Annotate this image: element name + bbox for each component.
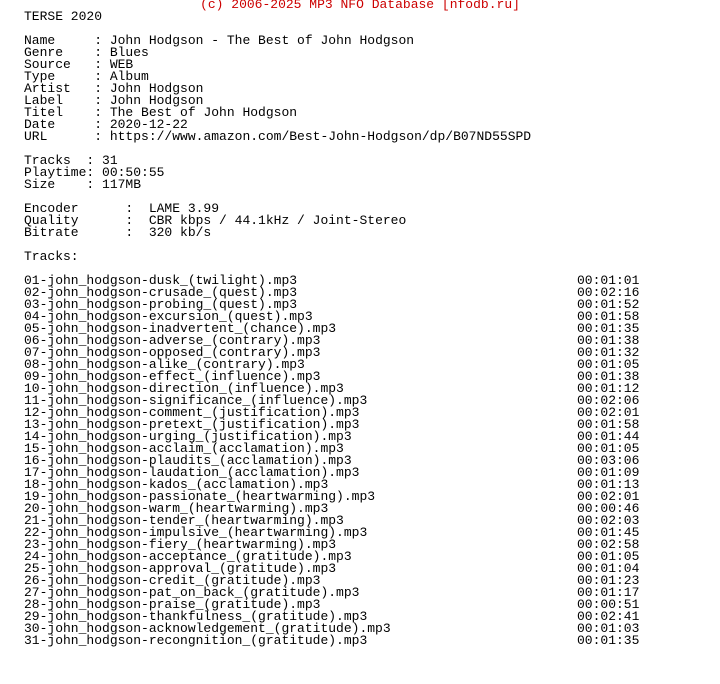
track-duration: 00:01:38 — [577, 369, 640, 384]
info-genre: Genre : Blues — [24, 45, 149, 60]
info-name: Name : John Hodgson - The Best of John Hodgson — [24, 33, 415, 48]
track-filename: 14-john_hodgson-urging_(justification).mp3 — [24, 429, 352, 444]
track-filename: 05-john_hodgson-inadvertent_(chance).mp3 — [24, 321, 337, 336]
track-duration: 00:01:05 — [577, 441, 640, 456]
track-duration: 00:02:01 — [577, 489, 640, 504]
track-duration: 00:01:38 — [577, 333, 640, 348]
track-filename: 27-john_hodgson-pat_on_back_(gratitude).mp3 — [24, 585, 360, 600]
track-duration: 00:01:23 — [577, 573, 640, 588]
enc-encoder: Encoder : LAME 3.99 — [24, 201, 220, 216]
track-filename: 04-john_hodgson-excursion_(quest).mp3 — [24, 309, 313, 324]
track-duration: 00:01:09 — [577, 465, 640, 480]
track-duration: 00:01:35 — [577, 633, 640, 648]
track-filename: 19-john_hodgson-passionate_(heartwarming).mp3 — [24, 489, 376, 504]
track-filename: 13-john_hodgson-pretext_(justification).mp3 — [24, 417, 360, 432]
track-duration: 00:01:13 — [577, 477, 640, 492]
track-duration: 00:02:01 — [577, 405, 640, 420]
track-filename: 15-john_hodgson-acclaim_(acclamation).mp3 — [24, 441, 344, 456]
track-duration: 00:02:41 — [577, 609, 640, 624]
info-url: URL : https://www.amazon.com/Best-John-Hodgson/dp/B07ND55SPD — [24, 129, 532, 144]
track-filename: 06-john_hodgson-adverse_(contrary).mp3 — [24, 333, 321, 348]
track-filename: 16-john_hodgson-plaudits_(acclamation).mp3 — [24, 453, 352, 468]
track-duration: 00:01:17 — [577, 585, 640, 600]
info-title: Titel : The Best of John Hodgson — [24, 105, 298, 120]
track-filename: 17-john_hodgson-laudation_(acclamation).mp3 — [24, 465, 360, 480]
track-filename: 01-john_hodgson-dusk_(twilight).mp3 — [24, 273, 298, 288]
info-artist: Artist : John Hodgson — [24, 81, 204, 96]
track-filename: 10-john_hodgson-direction_(influence).mp3 — [24, 381, 344, 396]
track-duration: 00:01:58 — [577, 417, 640, 432]
track-duration: 00:01:32 — [577, 345, 640, 360]
track-filename: 08-john_hodgson-alike_(contrary).mp3 — [24, 357, 305, 372]
nfodb-link[interactable]: [nfodb.ru] — [441, 0, 520, 12]
track-filename: 23-john_hodgson-fiery_(heartwarming).mp3 — [24, 537, 337, 552]
info-source: Source : WEB — [24, 57, 134, 72]
track-row — [0, 635, 720, 647]
track-filename: 30-john_hodgson-acknowledgement_(gratitude).mp3 — [24, 621, 391, 636]
tracks-heading: Tracks: — [24, 249, 79, 264]
track-filename: 02-john_hodgson-crusade_(quest).mp3 — [24, 285, 298, 300]
track-duration: 00:00:46 — [577, 501, 640, 516]
stat-size: Size : 117MB — [24, 177, 142, 192]
amazon-url[interactable]: https://www.amazon.com/Best-John-Hodgson/dp/B07ND55SPD — [109, 129, 532, 144]
track-filename: 28-john_hodgson-praise_(gratitude).mp3 — [24, 597, 321, 612]
track-filename: 22-john_hodgson-impulsive_(heartwarming).mp3 — [24, 525, 368, 540]
enc-bitrate: Bitrate : 320 kb/s — [24, 225, 212, 240]
info-label: Label : John Hodgson — [24, 93, 204, 108]
track-duration: 00:01:35 — [577, 321, 640, 336]
track-duration: 00:01:58 — [577, 309, 640, 324]
track-duration: 00:01:05 — [577, 357, 640, 372]
track-duration: 00:01:12 — [577, 381, 640, 396]
track-duration: 00:01:03 — [577, 621, 640, 636]
group-name: TERSE 2020 — [24, 9, 103, 24]
track-duration: 00:00:51 — [577, 597, 640, 612]
track-duration: 00:01:01 — [577, 273, 640, 288]
track-filename: 03-john_hodgson-probing_(quest).mp3 — [24, 297, 298, 312]
track-duration: 00:01:44 — [577, 429, 640, 444]
track-filename: 26-john_hodgson-credit_(gratitude).mp3 — [24, 573, 321, 588]
track-filename: 11-john_hodgson-significance_(influence).mp3 — [24, 393, 368, 408]
info-type: Type : Album — [24, 69, 149, 84]
track-duration: 00:03:06 — [577, 453, 640, 468]
track-filename: 09-john_hodgson-effect_(influence).mp3 — [24, 369, 321, 384]
track-filename: 12-john_hodgson-comment_(justification).mp3 — [24, 405, 360, 420]
track-duration: 00:02:06 — [577, 393, 640, 408]
track-duration: 00:01:45 — [577, 525, 640, 540]
track-duration: 00:02:03 — [577, 513, 640, 528]
track-filename: 07-john_hodgson-opposed_(contrary).mp3 — [24, 345, 321, 360]
track-duration: 00:02:16 — [577, 285, 640, 300]
track-filename: 20-john_hodgson-warm_(heartwarming).mp3 — [24, 501, 329, 516]
track-duration: 00:01:04 — [577, 561, 640, 576]
track-filename: 24-john_hodgson-acceptance_(gratitude).mp3 — [24, 549, 352, 564]
stat-playtime: Playtime: 00:50:55 — [24, 165, 165, 180]
copyright-banner — [0, 0, 720, 11]
track-duration: 00:02:58 — [577, 537, 640, 552]
track-filename: 21-john_hodgson-tender_(heartwarming).mp3 — [24, 513, 344, 528]
banner-text: (c) 2006-2025 MP3 NFO Database — [200, 0, 442, 12]
track-filename: 18-john_hodgson-kados_(acclamation).mp3 — [24, 477, 329, 492]
track-filename: 25-john_hodgson-approval_(gratitude).mp3 — [24, 561, 337, 576]
track-duration: 00:01:05 — [577, 549, 640, 564]
enc-quality: Quality : CBR kbps / 44.1kHz / Joint-Stereo — [24, 213, 407, 228]
track-duration: 00:01:52 — [577, 297, 640, 312]
info-date: Date : 2020-12-22 — [24, 117, 188, 132]
track-filename: 29-john_hodgson-thankfulness_(gratitude).mp3 — [24, 609, 368, 624]
stat-tracks: Tracks : 31 — [24, 153, 118, 168]
track-filename: 31-john_hodgson-recongnition_(gratitude).mp3 — [24, 633, 368, 648]
